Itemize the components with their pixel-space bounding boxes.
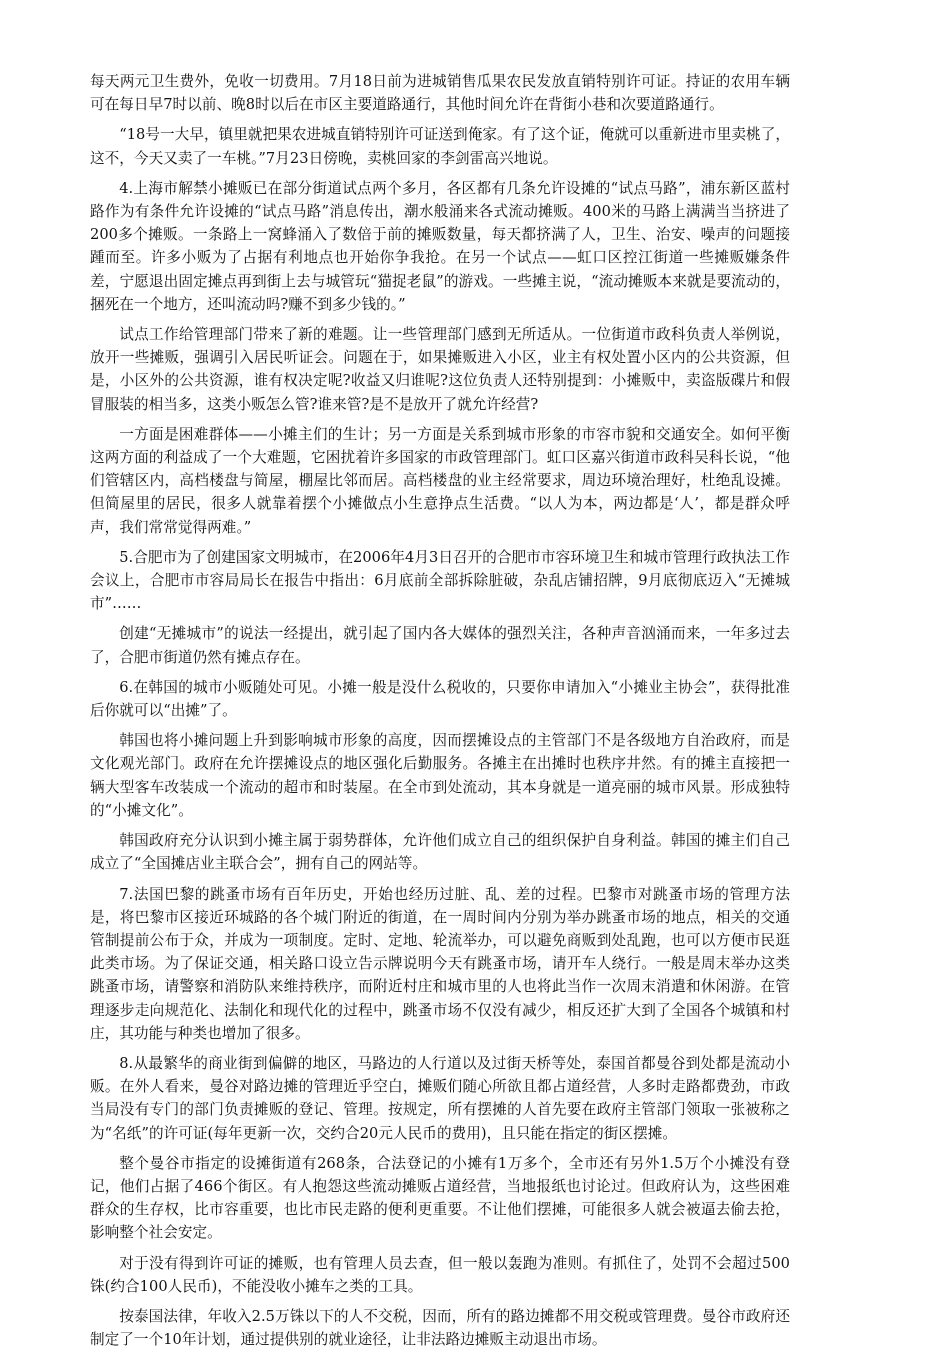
paragraph-thailand-tax-plan: 按泰国法律，年收入2.5万铢以下的人不交税，因而，所有的路边摊都不用交税或管理费。曼谷市政府还制定了一个10年计划，通过提供别的就业途径，让非法路边摊贩主动退出市场。: [90, 1307, 790, 1349]
paragraph-bangkok-penalty: 对于没有得到许可证的摊贩，也有管理人员去查，但一般以轰跑为准则。有抓住了，处罚不会超过500铢(约合100人民币)，不能没收小摊车之类的工具。: [90, 1254, 790, 1295]
paragraph-pilot-difficulties: 试点工作给管理部门带来了新的难题。让一些管理部门感到无所适从。一位街道市政科负责人举例说，放开一些摊贩，强调引入居民听证会。问题在于，如果摊贩进入小区，业主有权处置小区内的公共资源，但是，小区外的公共资源，谁有权决定呢?收益又归谁呢?这位负责人还特别提到：小摊贩中，卖盗版碟片和假冒服装的相当多，这类小贩怎么管?谁来管?是不是放开了就允许经营?: [90, 326, 790, 413]
paragraph-korea-association: 韩国政府充分认识到小摊主属于弱势群体，允许他们成立自己的组织保护自身利益。韩国的摊主们自己成立了“全国摊店业主联合会”，拥有自己的网站等。: [90, 832, 790, 873]
paragraph-balance-dilemma: 一方面是困难群体——小摊主们的生计；另一方面是关系到城市形象的市容市貌和交通安全。如何平衡这两方面的利益成了一个大难题，它困扰着许多国家的市政管理部门。虹口区嘉兴街道市政科吴科长说，“他们管辖区内，高档楼盘与简屋，棚屋比邻而居。高档楼盘的业主经常要求，周边环境治理好，杜绝乱设摊。但简屋里的居民，很多人就靠着摆个小摊做点小生意挣点生活费。“以人为本，两边都是‘人’，都是群众呼声，我们常常觉得两难。”: [90, 425, 790, 536]
paragraph-fee-policy: 每天两元卫生费外，免收一切费用。7月18日前为进城销售瓜果农民发放直销特别许可证。持证的农用车辆可在每日早7时以前、晚8时以后在市区主要道路通行，其他时间允许在背街小巷和次要道路通行。: [90, 73, 790, 114]
paragraph-korea-culture: 韩国也将小摊问题上升到影响城市形象的高度，因而摆摊设点的主管部门不是各级地方自治政府，而是文化观光部门。政府在允许摆摊设点的地区强化后勤服务。各摊主在出摊时也秩序井然。有的摊主直接把一辆大型客车改装成一个流动的超市和时装屋。在全市到处流动，其本身就是一道亮丽的城市风景。形成独特的“小摊文化”。: [90, 732, 790, 819]
paragraph-hefei-followup: 创建“无摊城市”的说法一经提出，就引起了国内各大媒体的强烈关注，各种声音汹涌而来，一年多过去了，合肥市街道仍然有摊点存在。: [90, 625, 790, 666]
paragraph-hefei-city: 5.合肥市为了创建国家文明城市，在2006年4月3日召开的合肥市市容环境卫生和城市管理行政执法工作会议上，合肥市市容局局长在报告中指出：6月底前全部拆除脏破，杂乱店铺招牌，9月底彻底迈入“无摊城市”……: [90, 548, 790, 613]
paragraph-peach-farmer-quote: “18号一大早，镇里就把果农进城直销特别许可证送到俺家。有了这个证，俺就可以重新进市里卖桃了，这不，今天又卖了一车桃。”7月23日傍晚，卖桃回家的李剑雷高兴地说。: [90, 126, 790, 167]
paragraph-shanghai-pilot: 4.上海市解禁小摊贩已在部分街道试点两个多月，各区都有几条允许设摊的“试点马路”，浦东新区蓝村路作为有条件允许设摊的“试点马路”消息传出，潮水般涌来各式流动摊贩。400米的马路上满满当当挤进了200多个摊贩。一条路上一窝蜂涌入了数倍于前的摊贩数量，每天都挤满了人，卫生、治安、噪声的问题接踵而至。许多小贩为了占据有利地点也开始你争我抢。在另一个试点——虹口区控江街道一些摊贩嫌条件差，宁愿退出固定摊点再到街上去与城管玩“猫捉老鼠”的游戏。一些摊主说，“流动摊贩本来就是要流动的，捆死在一个地方，还叫流动吗?赚不到多少钱的。”: [90, 179, 790, 313]
paragraph-bangkok-vendors: 8.从最繁华的商业街到偏僻的地区，马路边的人行道以及过街天桥等处，泰国首都曼谷到处都是流动小贩。在外人看来，曼谷对路边摊的管理近乎空白，摊贩们随心所欲且都占道经营，人多时走路都费劲，市政当局没有专门的部门负责摊贩的登记、管理。按规定，所有摆摊的人首先要在政府主管部门领取一张被称之为“名纸”的许可证(每年更新一次，交约合20元人民币的费用)，且只能在指定的街区摆摊。: [90, 1054, 790, 1142]
paragraph-paris-flea-market: 7.法国巴黎的跳蚤市场有百年历史，开始也经历过脏、乱、差的过程。巴黎市对跳蚤市场的管理方法是，将巴黎市区接近环城路的各个城门附近的街道，在一周时间内分别为举办跳蚤市场的地点，相关的交通管制提前公布于众，并成为一项制度。定时、定地、轮流举办，可以避免商贩到处乱跑，也可以方便市民逛此类市场。为了保证交通，相关路口设立告示牌说明今天有跳蚤市场，请开车人绕行。一般是周末举办这类跳蚤市场，请警察和消防队来维持秩序，而附近村庄和城市里的人也将此当作一次周末消遣和休闲游。在管理逐步走向规范化、法制化和现代化的过程中，跳蚤市场不仅没有减少，相反还扩大到了全国各个城镇和村庄，其功能与种类也增加了很多。: [90, 885, 790, 1042]
paragraph-korea-vendors: 6.在韩国的城市小贩随处可见。小摊一般是没什么税收的，只要你申请加入“小摊业主协会”，获得批准后你就可以“出摊”了。: [90, 678, 790, 720]
document-page: [90, 70, 790, 1358]
paragraph-bangkok-statistics: 整个曼谷市指定的设摊街道有268条，合法登记的小摊有1万多个，全市还有另外1.5万个小摊没有登记，他们占据了466个街区。有人抱怨这些流动摊贩占道经营，当地报纸也讨论过。但政府认为，这些困难群众的生存权，比市容重要，也比市民走路的便利更重要。不让他们摆摊，可能很多人就会被逼去偷去抢，影响整个社会安定。: [90, 1154, 790, 1242]
